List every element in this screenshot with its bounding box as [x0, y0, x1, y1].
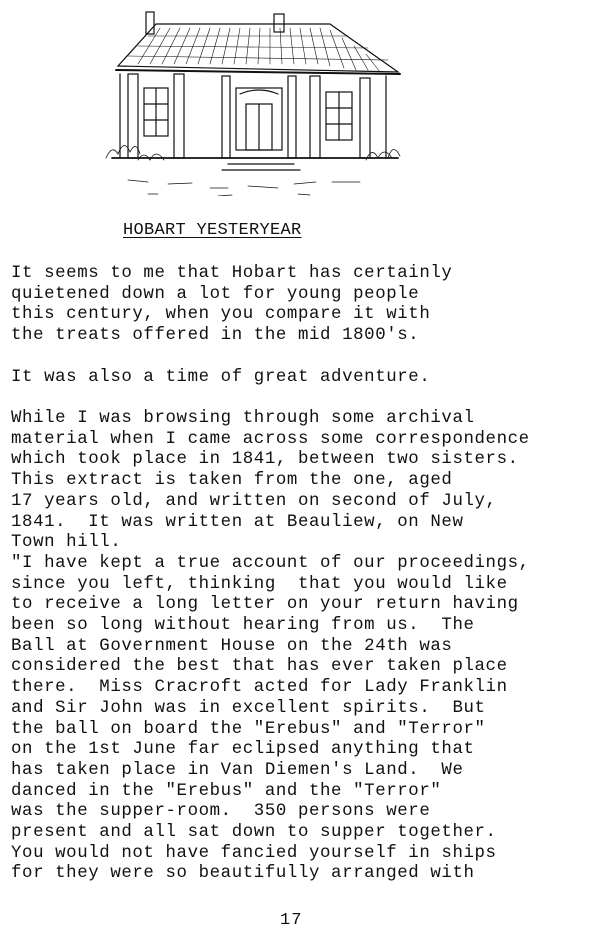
page-number: 17	[280, 911, 303, 930]
paragraph-intro: It seems to me that Hobart has certainly quietened down a lot for young people this century, when you compare it with the treats offered in the mid 1800's.	[11, 264, 453, 346]
page-title: HOBART YESTERYEAR	[123, 221, 302, 240]
paragraph-adventure: It was also a time of great adventure.	[11, 368, 431, 387]
roof-hatching	[128, 28, 388, 72]
paragraph-letter-extract: While I was browsing through some archival material when I came across some correspondence which took place in 1841, between two sisters. This extract is taken from the one, aged 17 years old, and written on second of July, 1841. It was written at Beauliew, on New Town hill. "I have kept a true account of our proceedings, since you left, thinking that you would like to receive a long letter on your return having been so long without hearing from us. The Ball at Government House on the 24th was considered the best that has ever taken place there. Miss Cracroft acted for Lady Franklin and Sir John was in excellent spirits. But the ball on board the "Erebus" and "Terror" on the 1st June far eclipsed anything that has taken place in Van Diemen's Land. We danced in the "Erebus" and the "Terror" was the supper-room. 350 persons were present and all sat down to supper together. You would not have fancied yourself in ships for they were so beautifully arranged with	[11, 409, 530, 884]
windows	[144, 88, 352, 140]
cottage-sketch-icon	[98, 8, 408, 196]
chimney-right	[274, 14, 284, 32]
ground	[128, 180, 360, 196]
columns	[128, 74, 370, 158]
doorway	[236, 88, 282, 150]
